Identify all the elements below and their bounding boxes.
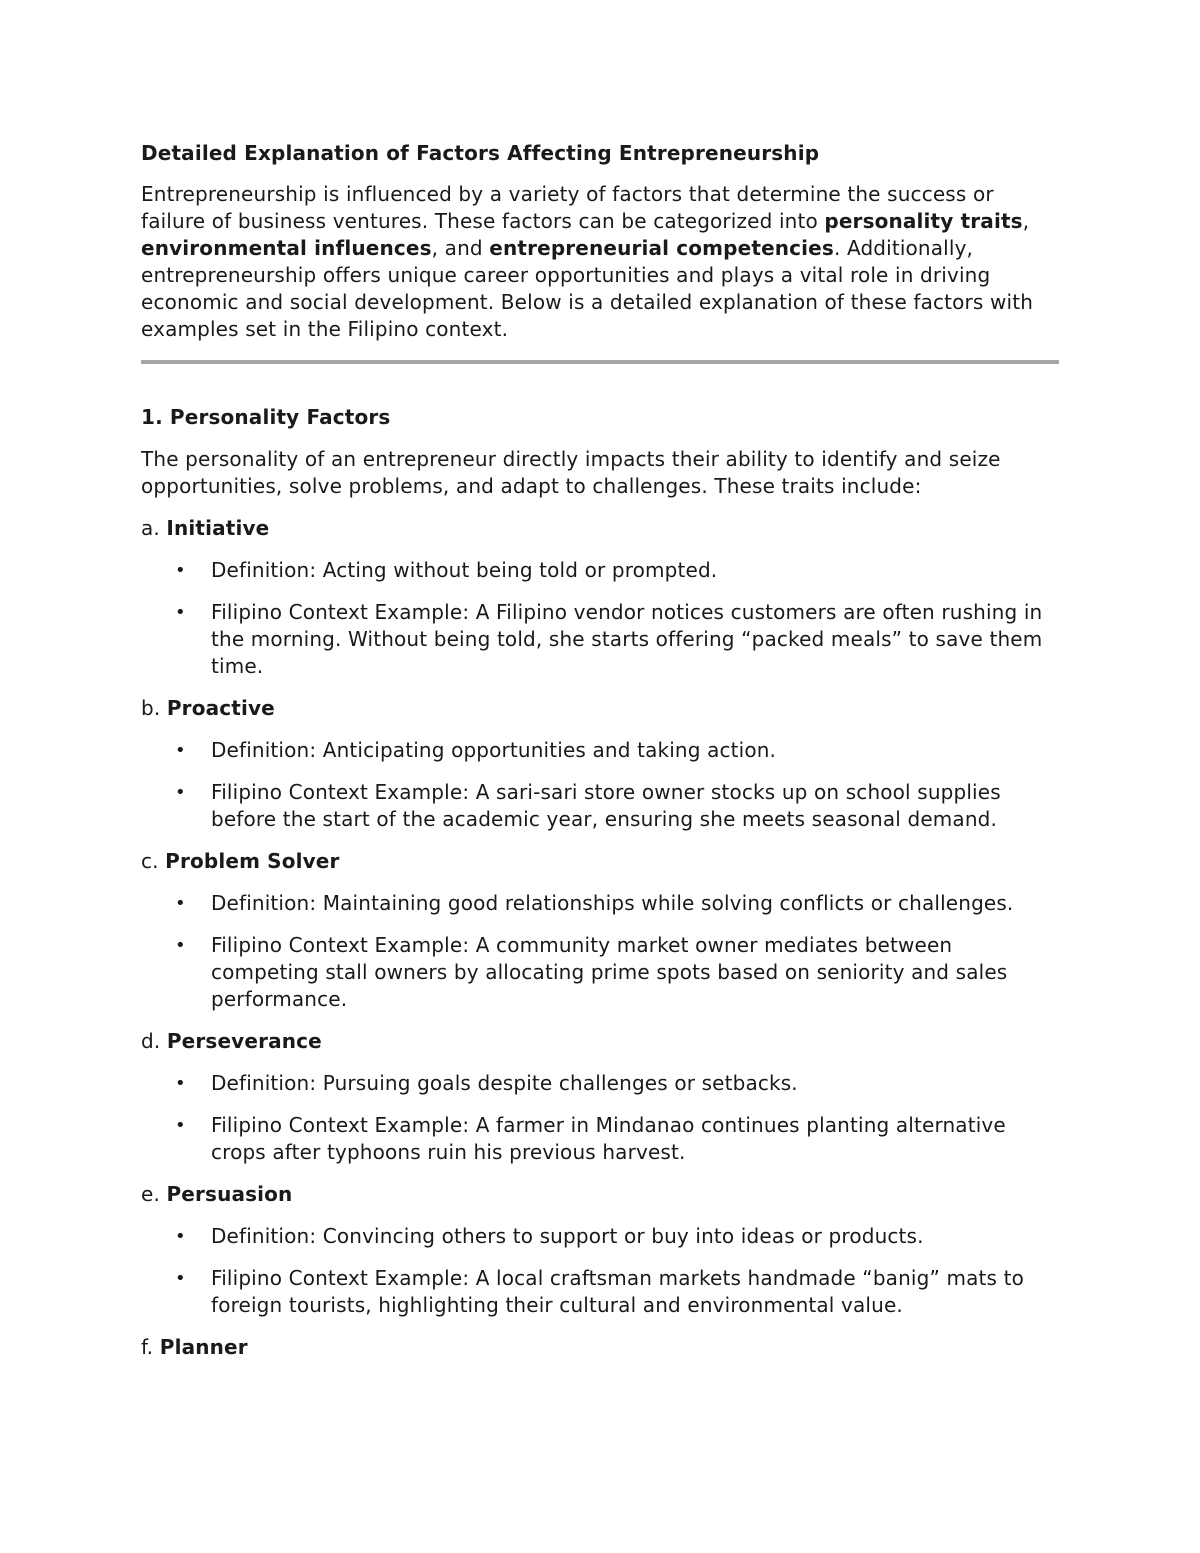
trait-name: Perseverance xyxy=(166,1029,322,1053)
list-item xyxy=(141,1265,1061,1319)
trait-letter: d. xyxy=(141,1029,167,1053)
bullet-icon: • xyxy=(175,1268,186,1289)
trait-letter: a. xyxy=(141,516,167,540)
bullet-icon: • xyxy=(175,1073,186,1094)
list-item-text: Filipino Context Example: A local craftsman markets handmade “banig” mats to foreign tourists, highlighting their cultural and environmental value. xyxy=(211,1266,1024,1317)
list-item-text: Definition: Convincing others to support or buy into ideas or products. xyxy=(211,1224,924,1248)
document-title: Detailed Explanation of Factors Affecting Entrepreneurship xyxy=(141,141,820,165)
list-item xyxy=(141,737,1061,764)
list-item xyxy=(141,932,1061,1013)
intro-bold-entrepreneurial-competencies: entrepreneurial competencies xyxy=(489,236,834,260)
bullet-icon: • xyxy=(175,782,186,803)
traits-list xyxy=(141,515,1061,1361)
bullet-icon: • xyxy=(175,602,186,623)
intro-text-2: . Additionally, entrepreneurship offers unique career opportunities and plays a vital role in driving economic and social development. Below is a detailed explanation of these factors with examples set in the Filipino context. xyxy=(141,236,1034,341)
intro-separator-1: , xyxy=(1022,209,1030,233)
trait-bullet-list xyxy=(141,1070,1061,1166)
trait-letter: f. xyxy=(141,1335,160,1359)
section-heading-personality-factors: 1. Personality Factors xyxy=(141,405,391,429)
trait-name: Initiative xyxy=(166,516,270,540)
list-item xyxy=(141,1223,1061,1250)
list-item-text: Filipino Context Example: A sari-sari store owner stocks up on school supplies before the start of the academic year, ensuring she meets seasonal demand. xyxy=(211,780,1001,831)
trait-bullet-list xyxy=(141,557,1061,680)
list-item xyxy=(141,779,1061,833)
list-item xyxy=(141,890,1061,917)
bullet-icon: • xyxy=(175,1226,186,1247)
list-item-text: Filipino Context Example: A community market owner mediates between competing stall owners by allocating prime spots based on seniority and sales performance. xyxy=(211,933,1008,1011)
trait-bullet-list xyxy=(141,737,1061,833)
list-item-text: Definition: Pursuing goals despite challenges or setbacks. xyxy=(211,1071,798,1095)
trait-heading-planner xyxy=(141,1334,1061,1361)
horizontal-divider xyxy=(141,360,1059,364)
trait-heading-problem-solver xyxy=(141,848,1061,875)
bullet-icon: • xyxy=(175,740,186,761)
intro-paragraph xyxy=(141,181,1061,343)
intro-bold-environmental-influences: environmental influences xyxy=(141,236,432,260)
trait-name: Proactive xyxy=(166,696,275,720)
list-item xyxy=(141,599,1061,680)
list-item xyxy=(141,557,1061,584)
list-item xyxy=(141,1070,1061,1097)
intro-separator-2: , and xyxy=(431,236,490,260)
intro-bold-personality-traits: personality traits xyxy=(824,209,1023,233)
trait-bullet-list xyxy=(141,1223,1061,1319)
list-item xyxy=(141,1112,1061,1166)
trait-heading-persuasion xyxy=(141,1181,1061,1208)
list-item-text: Definition: Anticipating opportunities and taking action. xyxy=(211,738,777,762)
trait-letter: c. xyxy=(141,849,166,873)
intro-text-1: Entrepreneurship is influenced by a variety of factors that determine the success or failure of business ventures. These factors can be categorized into xyxy=(141,182,994,233)
bullet-icon: • xyxy=(175,1115,186,1136)
section-intro-paragraph: The personality of an entrepreneur directly impacts their ability to identify and seize opportunities, solve problems, and adapt to challenges. These traits include: xyxy=(141,447,1001,498)
trait-name: Problem Solver xyxy=(165,849,340,873)
trait-heading-proactive xyxy=(141,695,1061,722)
list-item-text: Filipino Context Example: A Filipino vendor notices customers are often rushing in the morning. Without being told, she starts offering “packed meals” to save them time. xyxy=(211,600,1043,678)
trait-bullet-list xyxy=(141,890,1061,1013)
trait-letter: b. xyxy=(141,696,167,720)
trait-heading-initiative xyxy=(141,515,1061,542)
trait-heading-perseverance xyxy=(141,1028,1061,1055)
trait-letter: e. xyxy=(141,1182,167,1206)
bullet-icon: • xyxy=(175,893,186,914)
trait-name: Planner xyxy=(159,1335,248,1359)
bullet-icon: • xyxy=(175,560,186,581)
list-item-text: Definition: Acting without being told or prompted. xyxy=(211,558,718,582)
document-page xyxy=(141,140,1061,1376)
trait-name: Persuasion xyxy=(166,1182,293,1206)
bullet-icon: • xyxy=(175,935,186,956)
list-item-text: Definition: Maintaining good relationships while solving conflicts or challenges. xyxy=(211,891,1014,915)
list-item-text: Filipino Context Example: A farmer in Mindanao continues planting alternative crops after typhoons ruin his previous harvest. xyxy=(211,1113,1006,1164)
